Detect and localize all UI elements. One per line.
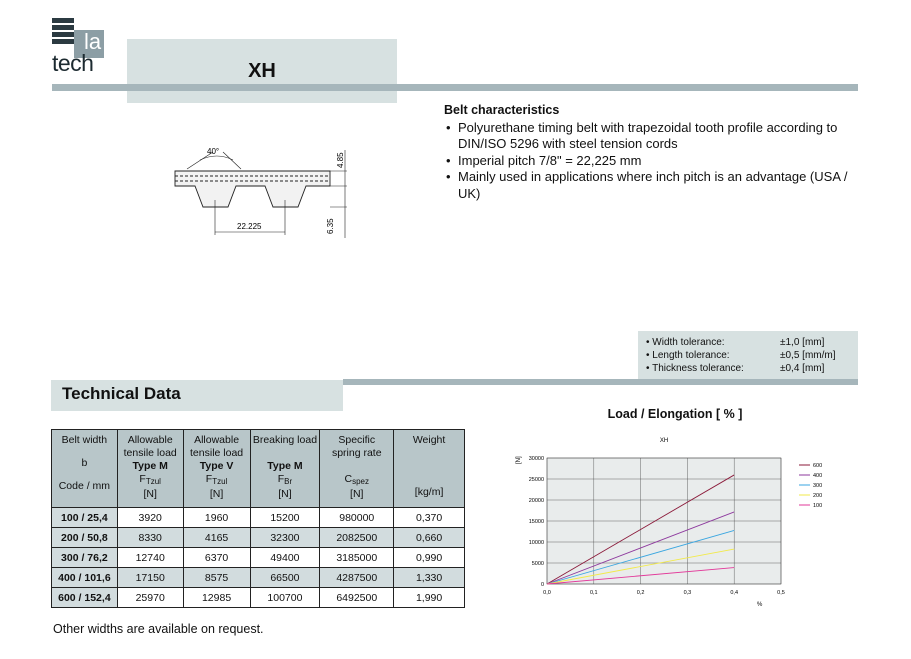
header-unit: [N] — [350, 488, 364, 500]
x-tick-label: 0,5 — [777, 590, 785, 596]
logo-bar — [52, 18, 74, 23]
table-cell: 300 / 76,2 — [52, 548, 118, 568]
table-cell: 1960 — [183, 508, 250, 528]
chart-x-label: % — [757, 602, 763, 608]
tooth-profile-drawing — [165, 140, 360, 240]
header-text: spring rate — [331, 447, 382, 459]
table-cell: 600 / 152,4 — [52, 588, 118, 608]
table-cell: 6370 — [183, 548, 250, 568]
table-cell: 17150 — [117, 568, 183, 588]
x-tick-label: 0,2 — [636, 590, 645, 596]
x-tick-label: 0,3 — [683, 590, 692, 596]
tolerance-row — [646, 362, 858, 375]
table-cell: 980000 — [320, 508, 394, 528]
company-logo — [52, 18, 106, 74]
legend-label-600: 600 — [813, 463, 823, 469]
table-cell: 1,990 — [394, 588, 465, 608]
table-cell: 0,990 — [394, 548, 465, 568]
tolerance-label: • Width tolerance: — [646, 337, 725, 348]
header-text: tensile load — [190, 447, 244, 459]
header-unit: [N] — [143, 488, 157, 500]
tolerance-value: ±0,5 [mm/m] — [780, 350, 836, 361]
tolerance-value: ±0,4 [mm] — [780, 363, 825, 374]
availability-note: Other widths are available on request. — [53, 622, 264, 636]
logo-bar — [52, 39, 74, 44]
table-cell: 8575 — [183, 568, 250, 588]
header-subscript: spez — [352, 477, 370, 486]
chart-title: Load / Elongation [ % ] — [607, 407, 743, 421]
table-cell: 49400 — [250, 548, 320, 568]
table-cell: 8330 — [117, 528, 183, 548]
table-row — [52, 588, 465, 608]
tolerance-row — [646, 336, 858, 349]
profile-angle-label: 40° — [207, 147, 220, 156]
page-title-box — [127, 39, 397, 103]
table-cell: 12740 — [117, 548, 183, 568]
header-text: Breaking load — [252, 434, 318, 446]
profile-height-total-label: 6.35 — [326, 218, 335, 234]
table-cell: 3185000 — [320, 548, 394, 568]
x-tick-label: 0,1 — [589, 590, 598, 596]
header-symbol: C — [344, 473, 353, 485]
table-cell: 32300 — [250, 528, 320, 548]
header-divider — [52, 84, 858, 91]
y-tick-label: 0 — [540, 582, 544, 588]
header-subscript: Tzul — [145, 477, 161, 486]
table-cell: 12985 — [183, 588, 250, 608]
logo-text-tech: tech — [52, 50, 94, 76]
header-text: Type M — [267, 460, 303, 472]
tolerance-row — [646, 349, 858, 362]
page-title: XH — [248, 59, 276, 82]
logo-text-la: la — [84, 29, 102, 54]
belt-characteristic-item: • Polyurethane timing belt with trapezoidal tooth profile according to DIN/ISO 5296 with steel tension cords — [444, 120, 864, 153]
y-tick-label: 30000 — [528, 456, 544, 462]
header-text: Code / mm — [58, 480, 111, 492]
header-text: Type V — [199, 460, 234, 472]
y-tick-label: 5000 — [531, 561, 544, 567]
technical-data-table — [51, 429, 465, 608]
header-belt-width — [52, 430, 118, 508]
table-row — [52, 528, 465, 548]
table-cell: 400 / 101,6 — [52, 568, 118, 588]
y-tick-label: 25000 — [528, 477, 544, 483]
x-tick-label: 0,0 — [543, 590, 551, 596]
header-text: Allowable — [194, 434, 240, 446]
table-row — [52, 568, 465, 588]
technical-divider — [343, 379, 858, 385]
header-symbol: F — [139, 473, 146, 485]
header-text: Specific — [338, 434, 376, 446]
y-tick-label: 10000 — [528, 540, 544, 546]
table-cell: 100 / 25,4 — [52, 508, 118, 528]
logo-bar — [52, 25, 74, 30]
belt-characteristics-title: Belt characteristics — [444, 103, 560, 117]
legend-label-100: 100 — [813, 503, 823, 509]
header-weight — [394, 430, 465, 508]
chart-subtitle: XH — [659, 438, 669, 444]
header-symbol: F — [205, 473, 213, 485]
header-symbol: F — [277, 473, 285, 485]
header-unit: [N] — [209, 488, 224, 500]
profile-height-top-label: 4.85 — [336, 152, 345, 168]
header-breaking-load — [250, 430, 320, 508]
table-header-row — [52, 430, 465, 508]
table-cell: 4165 — [183, 528, 250, 548]
header-subscript: Tzul — [212, 477, 228, 486]
table-cell: 1,330 — [394, 568, 465, 588]
belt-characteristics-list — [444, 120, 864, 203]
chart-y-label: [N] — [516, 456, 522, 464]
table-cell: 66500 — [250, 568, 320, 588]
legend-label-200: 200 — [813, 493, 823, 499]
logo-bar — [52, 32, 74, 37]
table-cell: 15200 — [250, 508, 320, 528]
table-row — [52, 508, 465, 528]
table-cell: 200 / 50,8 — [52, 528, 118, 548]
header-subscript: Br — [284, 477, 293, 486]
table-cell: 3920 — [117, 508, 183, 528]
header-spring-rate — [320, 430, 394, 508]
technical-data-heading: Technical Data — [62, 384, 181, 403]
profile-pitch-label: 22.225 — [237, 222, 262, 231]
tolerance-box — [638, 331, 858, 384]
load-elongation-chart — [510, 430, 830, 615]
legend-label-400: 400 — [813, 473, 823, 479]
header-text: Type M — [132, 460, 168, 472]
header-text: b — [81, 457, 88, 469]
header-text: Allowable — [127, 434, 173, 446]
header-unit: [kg/m] — [414, 486, 444, 498]
header-tensile-load-v — [183, 430, 250, 508]
table-row — [52, 548, 465, 568]
x-tick-label: 0,4 — [730, 590, 739, 596]
tolerance-label: • Thickness tolerance: — [646, 363, 744, 374]
header-text: Belt width — [61, 434, 108, 446]
table-cell: 4287500 — [320, 568, 394, 588]
header-text: Weight — [412, 434, 446, 446]
table-cell: 6492500 — [320, 588, 394, 608]
y-tick-label: 20000 — [528, 498, 544, 504]
technical-data-heading-box — [51, 380, 343, 411]
tolerance-label: • Length tolerance: — [646, 350, 730, 361]
table-cell: 100700 — [250, 588, 320, 608]
table-cell: 0,370 — [394, 508, 465, 528]
header-unit: [N] — [278, 488, 292, 500]
legend-label-300: 300 — [813, 483, 823, 489]
header-tensile-load-m — [117, 430, 183, 508]
y-tick-label: 15000 — [528, 519, 544, 525]
tolerance-value: ±1,0 [mm] — [780, 337, 825, 348]
header-text: tensile load — [123, 447, 177, 459]
table-cell: 25970 — [117, 588, 183, 608]
belt-characteristic-item: • Mainly used in applications where inch pitch is an advantage (USA / UK) — [444, 169, 864, 202]
table-cell: 2082500 — [320, 528, 394, 548]
belt-characteristics — [444, 102, 864, 202]
belt-characteristic-item: • Imperial pitch 7/8" = 22,225 mm — [444, 153, 864, 170]
table-cell: 0,660 — [394, 528, 465, 548]
